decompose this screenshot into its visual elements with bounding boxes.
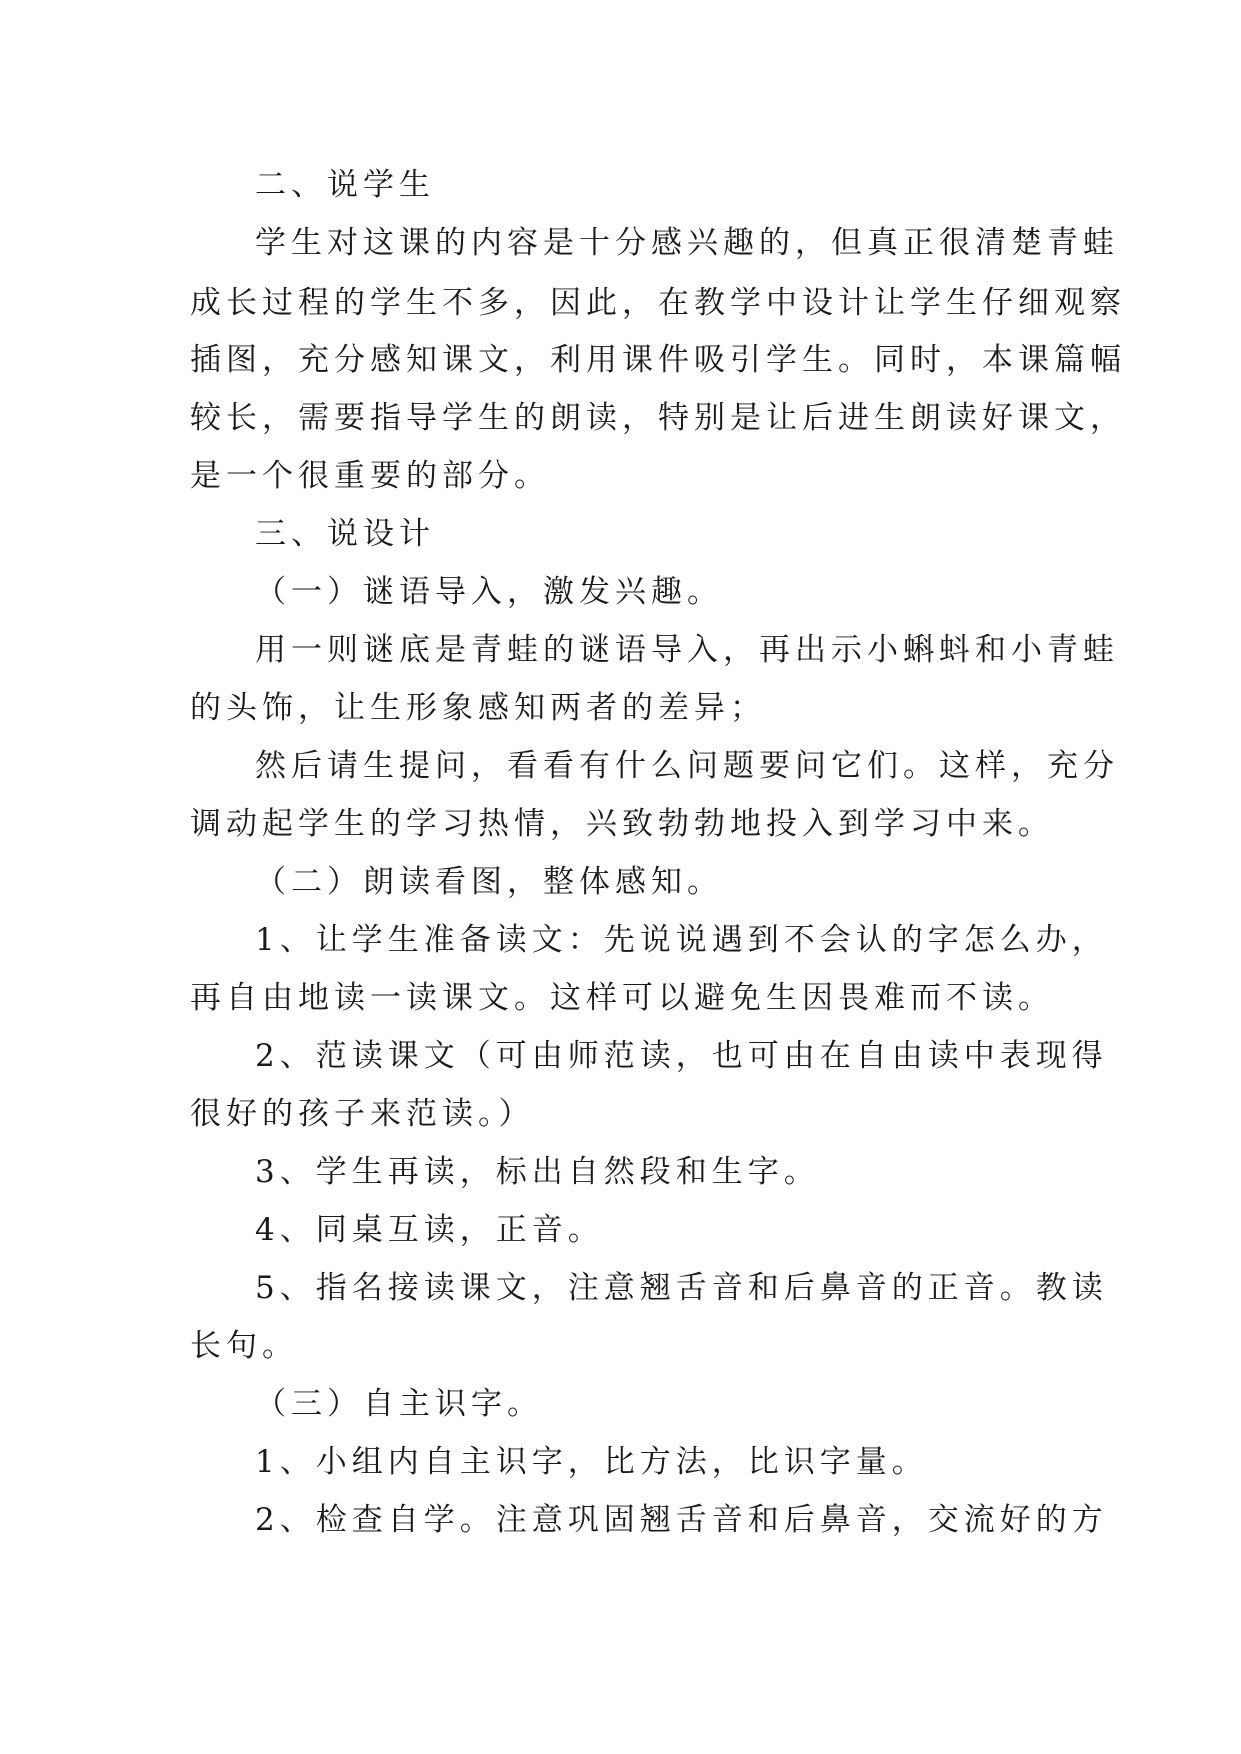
paragraph-line: 学生对这课的内容是十分感兴趣的，但真正很清楚青蛙 <box>255 225 1119 261</box>
list-item-line: 再自由地读一读课文。这样可以避免生因畏难而不读。 <box>190 980 1054 1016</box>
list-item-line: 2、检查自学。注意巩固翘舌音和后鼻音，交流好的方 <box>255 1502 1108 1538</box>
paragraph-line: 调动起学生的学习热情，兴致勃勃地投入到学习中来。 <box>190 806 1054 842</box>
subsection-heading: （三）自主识字。 <box>255 1386 543 1422</box>
paragraph-line: 用一则谜底是青蛙的谜语导入，再出示小蝌蚪和小青蛙 <box>255 632 1119 668</box>
list-item-line: 1、小组内自主识字，比方法，比识字量。 <box>255 1444 928 1480</box>
paragraph-line: 然后请生提问，看看有什么问题要问它们。这样，充分 <box>255 748 1119 784</box>
list-item-line: 5、指名接读课文，注意翘舌音和后鼻音的正音。教读 <box>255 1270 1108 1306</box>
subsection-heading: （二）朗读看图，整体感知。 <box>255 864 723 900</box>
list-item-line: 很好的孩子来范读。） <box>190 1096 535 1132</box>
list-item-line: 长句。 <box>190 1328 298 1364</box>
section-heading-students: 二、说学生 <box>255 167 435 203</box>
paragraph-line: 插图，充分感知课文，利用课件吸引学生。同时，本课篇幅 <box>190 342 1126 378</box>
list-item-line: 2、范读课文（可由师范读，也可由在自由读中表现得 <box>255 1038 1108 1074</box>
paragraph-line: 较长，需要指导学生的朗读，特别是让后进生朗读好课文， <box>190 400 1126 436</box>
section-heading-design: 三、说设计 <box>255 516 435 552</box>
list-item-line: 1、让学生准备读文：先说说遇到不会认的字怎么办， <box>255 922 1108 958</box>
subsection-heading: （一）谜语导入，激发兴趣。 <box>255 574 723 610</box>
list-item-line: 3、学生再读，标出自然段和生字。 <box>255 1154 820 1190</box>
paragraph-line: 是一个很重要的部分。 <box>190 458 550 494</box>
paragraph-line: 的头饰，让生形象感知两者的差异； <box>190 690 766 726</box>
list-item-line: 4、同桌互读，正音。 <box>255 1212 604 1248</box>
paragraph-line: 成长过程的学生不多，因此，在教学中设计让学生仔细观察 <box>190 285 1126 321</box>
